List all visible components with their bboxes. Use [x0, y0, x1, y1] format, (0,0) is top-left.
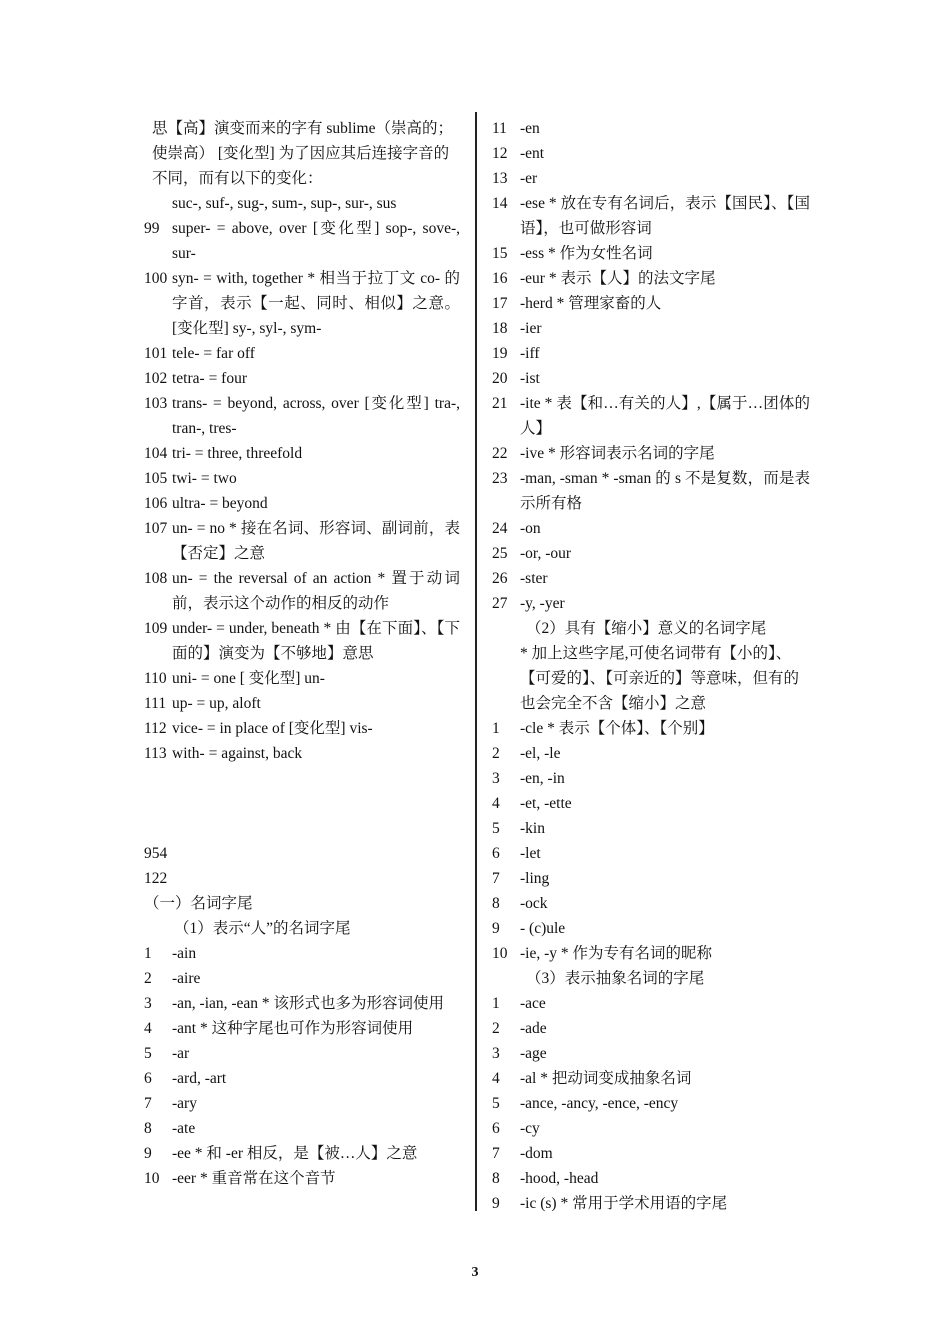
item-text: uni- = one [ 变化型] un- [172, 670, 325, 687]
item-text: un- = the reversal of an action * 置于动词前，表示这个动作的相反的动作 [172, 570, 460, 612]
item-text: -aire [172, 970, 201, 987]
item-number: 22 [492, 445, 508, 462]
list-item [144, 1041, 460, 1066]
item-text: -dom [520, 1145, 553, 1162]
item-text: -ard, -art [172, 1070, 227, 1087]
item-text: -en, -in [520, 770, 565, 787]
column-divider [475, 112, 477, 1211]
list-item [492, 866, 810, 891]
item-text: tele- = far off [172, 345, 255, 362]
item-text: -ess * 作为女性名词 [520, 245, 653, 262]
item-number: 23 [492, 470, 508, 487]
item-number: 8 [144, 1120, 152, 1137]
item-text: super- = above, over [变化型] sop-, sove-, sur- [172, 220, 460, 262]
list-item [492, 291, 810, 316]
list-item [492, 841, 810, 866]
item-text: tri- = three, threefold [172, 445, 303, 462]
item-text: -ee * 和 -er 相反，是【被…人】之意 [172, 1145, 418, 1162]
list-item [144, 991, 460, 1016]
item-number: 1 [492, 720, 500, 737]
list-item [492, 891, 810, 916]
item-text: -herd * 管理家畜的人 [520, 295, 662, 312]
item-number: 103 [144, 395, 168, 412]
list-item [492, 1191, 810, 1216]
list-item [492, 716, 810, 741]
page-number: 3 [471, 1265, 479, 1280]
item-number: 17 [492, 295, 508, 312]
item-number: 18 [492, 320, 508, 337]
item-text: -man, -sman * -sman 的 s 不是复数，而是表示所有格 [520, 470, 810, 512]
list-item [492, 991, 810, 1016]
item-number: 14 [492, 195, 508, 212]
item-text: -ese * 放在专有名词后，表示【国民】、【国语】，也可做形容词 [520, 195, 810, 237]
item-text: ultra- = beyond [172, 495, 268, 512]
item-number: 6 [492, 1120, 500, 1137]
list-item [144, 1116, 460, 1141]
item-text: with- = against, back [172, 745, 303, 762]
list-item [144, 491, 460, 516]
item-text: -ist [520, 370, 540, 387]
list-item [144, 516, 460, 566]
list-item [144, 1016, 460, 1041]
list-item [492, 1116, 810, 1141]
list-item [492, 1016, 810, 1041]
item-text: -al * 把动词变成抽象名词 [520, 1070, 692, 1087]
list-item [144, 616, 460, 666]
item-number: 6 [492, 845, 500, 862]
item-text: - (c)ule [520, 920, 566, 937]
item-number: 26 [492, 570, 508, 587]
list-item [492, 741, 810, 766]
item-text: -let [520, 845, 541, 862]
list-item [144, 941, 460, 966]
item-number: 2 [144, 970, 152, 987]
item-text: -ace [520, 995, 546, 1012]
list-item [144, 1066, 460, 1091]
item-text: -ive * 形容词表示名词的字尾 [520, 445, 715, 462]
item-text: -eur * 表示【人】的法文字尾 [520, 270, 716, 287]
item-text: -ent [520, 145, 545, 162]
subsection-heading: （3）表示抽象名词的字尾 [526, 970, 705, 987]
item-number: 1 [144, 945, 152, 962]
item-number: 109 [144, 620, 168, 637]
item-number: 4 [492, 795, 500, 812]
list-item [492, 816, 810, 841]
item-text: -et, -ette [520, 795, 572, 812]
item-number: 102 [144, 370, 168, 387]
list-item [144, 1166, 460, 1191]
item-number: 15 [492, 245, 508, 262]
item-text: -ar [172, 1045, 190, 1062]
item-number: 113 [144, 745, 167, 762]
item-number: 16 [492, 270, 508, 287]
item-number: 10 [492, 945, 508, 962]
item-text: -ier [520, 320, 542, 337]
item-text: -ock [520, 895, 548, 912]
item-number: 104 [144, 445, 168, 462]
list-item [144, 966, 460, 991]
list-item [492, 166, 810, 191]
list-item [492, 466, 810, 516]
list-item [144, 266, 460, 341]
item-number: 21 [492, 395, 508, 412]
item-text: -en [520, 120, 540, 137]
item-number: 2 [492, 745, 500, 762]
item-number: 5 [492, 1095, 500, 1112]
list-item [144, 216, 460, 266]
person-suffix-list [144, 941, 460, 1191]
list-item [144, 716, 460, 741]
list-item [492, 591, 810, 616]
item-text: -ate [172, 1120, 196, 1137]
item-number: 111 [144, 695, 167, 712]
item-number: 1 [492, 995, 500, 1012]
list-item [492, 1091, 810, 1116]
item-number: 108 [144, 570, 168, 587]
item-text: -or, -our [520, 545, 572, 562]
prefix-list [144, 216, 460, 766]
item-number: 8 [492, 895, 500, 912]
item-text: -ant * 这种字尾也可作为形容词使用 [172, 1020, 414, 1037]
list-item [492, 241, 810, 266]
item-text: -er [520, 170, 538, 187]
item-number: 105 [144, 470, 168, 487]
list-item [144, 666, 460, 691]
list-item [492, 191, 810, 241]
item-number: 9 [492, 1195, 500, 1212]
list-item [492, 791, 810, 816]
list-item [144, 391, 460, 441]
item-text: -an, -ian, -ean * 该形式也多为形容词使用 [172, 995, 445, 1012]
subsection-heading: （1）表示“人”的名词字尾 [174, 920, 351, 937]
subsection-heading: （2）具有【缩小】意义的名词字尾 [526, 620, 767, 637]
list-item [144, 566, 460, 616]
list-item [492, 766, 810, 791]
item-text: -cle * 表示【个体】、【个别】 [520, 720, 714, 737]
item-number: 5 [492, 820, 500, 837]
list-item [492, 1141, 810, 1166]
list-item [492, 1166, 810, 1191]
list-item [492, 141, 810, 166]
item-text: -ance, -ancy, -ence, -ency [520, 1095, 679, 1112]
item-text: -ie, -y * 作为专有名词的昵称 [520, 945, 713, 962]
list-item [492, 941, 810, 966]
item-number: 112 [144, 720, 167, 737]
person-suffix-list-cont [492, 116, 810, 616]
list-item [144, 466, 460, 491]
item-number: 3 [492, 1045, 500, 1062]
item-text: -cy [520, 1120, 540, 1137]
item-text: -age [520, 1045, 547, 1062]
item-number: 10 [144, 1170, 160, 1187]
item-number: 101 [144, 345, 168, 362]
item-text: tetra- = four [172, 370, 248, 387]
item-text: up- = up, aloft [172, 695, 261, 712]
item-number: 11 [492, 120, 507, 137]
list-item [144, 741, 460, 766]
item-number: 4 [492, 1070, 500, 1087]
item-number: 25 [492, 545, 508, 562]
list-item [492, 1041, 810, 1066]
item-text: twi- = two [172, 470, 237, 487]
item-number: 3 [492, 770, 500, 787]
item-number: 6 [144, 1070, 152, 1087]
spacer [144, 766, 460, 841]
item-text: syn- = with, together * 相当于拉丁文 co- 的字首，表示【一起、同时、相似】之意。 [变化型] sy-, syl-, sym- [172, 270, 460, 337]
item-text: un- = no * 接在名词、形容词、副词前，表【否定】之意 [172, 520, 460, 562]
item-number: 100 [144, 270, 168, 287]
item-number: 7 [144, 1095, 152, 1112]
list-item [144, 366, 460, 391]
list-item [492, 116, 810, 141]
item-text: trans- = beyond, across, over [变化型] tra-, tran-, tres- [172, 395, 460, 437]
item-number: 2 [492, 1020, 500, 1037]
item-number: 27 [492, 595, 508, 612]
continuation-variants: suc-, suf-, sug-, sum-, sup-, sur-, sus [172, 195, 397, 212]
diminutive-suffix-list [492, 716, 810, 966]
item-number: 24 [492, 520, 508, 537]
item-text: -on [520, 520, 541, 537]
list-item [492, 391, 810, 441]
list-item [492, 341, 810, 366]
item-number: 19 [492, 345, 508, 362]
continuation-text: 思【高】演变而来的字有 sublime（崇高的；使崇高） [变化型] 为了因应其后连接字音的不同，而有以下的变化： [152, 120, 453, 187]
item-text: -y, -yer [520, 595, 565, 612]
item-number: 12 [492, 145, 508, 162]
abstract-suffix-list [492, 991, 810, 1216]
list-item [492, 366, 810, 391]
code-line-2: 122 [144, 870, 168, 887]
list-item [144, 441, 460, 466]
item-number: 7 [492, 870, 500, 887]
subsection-note: * 加上这些字尾,可使名词带有【小的】、【可爱的】、【可亲近的】等意味，但有的也会完全不含【缩小】之意 [520, 645, 800, 712]
item-number: 9 [492, 920, 500, 937]
item-text: -ade [520, 1020, 547, 1037]
item-text: -kin [520, 820, 545, 837]
item-number: 106 [144, 495, 168, 512]
item-text: -iff [520, 345, 540, 362]
item-number: 5 [144, 1045, 152, 1062]
list-item [492, 441, 810, 466]
list-item [144, 341, 460, 366]
list-item [144, 1141, 460, 1166]
item-text: -ster [520, 570, 548, 587]
item-number: 9 [144, 1145, 152, 1162]
item-text: -el, -le [520, 745, 561, 762]
item-number: 3 [144, 995, 152, 1012]
list-item [492, 1066, 810, 1091]
code-line-1: 954 [144, 845, 168, 862]
item-text: -ary [172, 1095, 197, 1112]
item-text: -ic (s) * 常用于学术用语的字尾 [520, 1195, 728, 1212]
item-text: under- = under, beneath * 由【在下面】、【下面的】演变为【不够地】意思 [172, 620, 460, 662]
item-text: -hood, -head [520, 1170, 599, 1187]
right-column [492, 116, 810, 1216]
left-column [144, 116, 460, 1191]
list-item [492, 266, 810, 291]
item-text: -ling [520, 870, 550, 887]
item-number: 107 [144, 520, 168, 537]
section-title: （一）名词字尾 [144, 895, 253, 912]
item-number: 4 [144, 1020, 152, 1037]
list-item [492, 516, 810, 541]
item-number: 20 [492, 370, 508, 387]
list-item [492, 916, 810, 941]
item-text: -ain [172, 945, 197, 962]
list-item [492, 541, 810, 566]
item-number: 99 [144, 220, 160, 237]
item-number: 13 [492, 170, 508, 187]
item-text: -ite * 表【和…有关的人】,【属于…团体的人】 [520, 395, 810, 437]
list-item [492, 566, 810, 591]
item-text: vice- = in place of [变化型] vis- [172, 720, 373, 737]
item-number: 8 [492, 1170, 500, 1187]
list-item [144, 691, 460, 716]
item-number: 110 [144, 670, 167, 687]
list-item [492, 316, 810, 341]
list-item [144, 1091, 460, 1116]
item-number: 7 [492, 1145, 500, 1162]
item-text: -eer * 重音常在这个音节 [172, 1170, 336, 1187]
